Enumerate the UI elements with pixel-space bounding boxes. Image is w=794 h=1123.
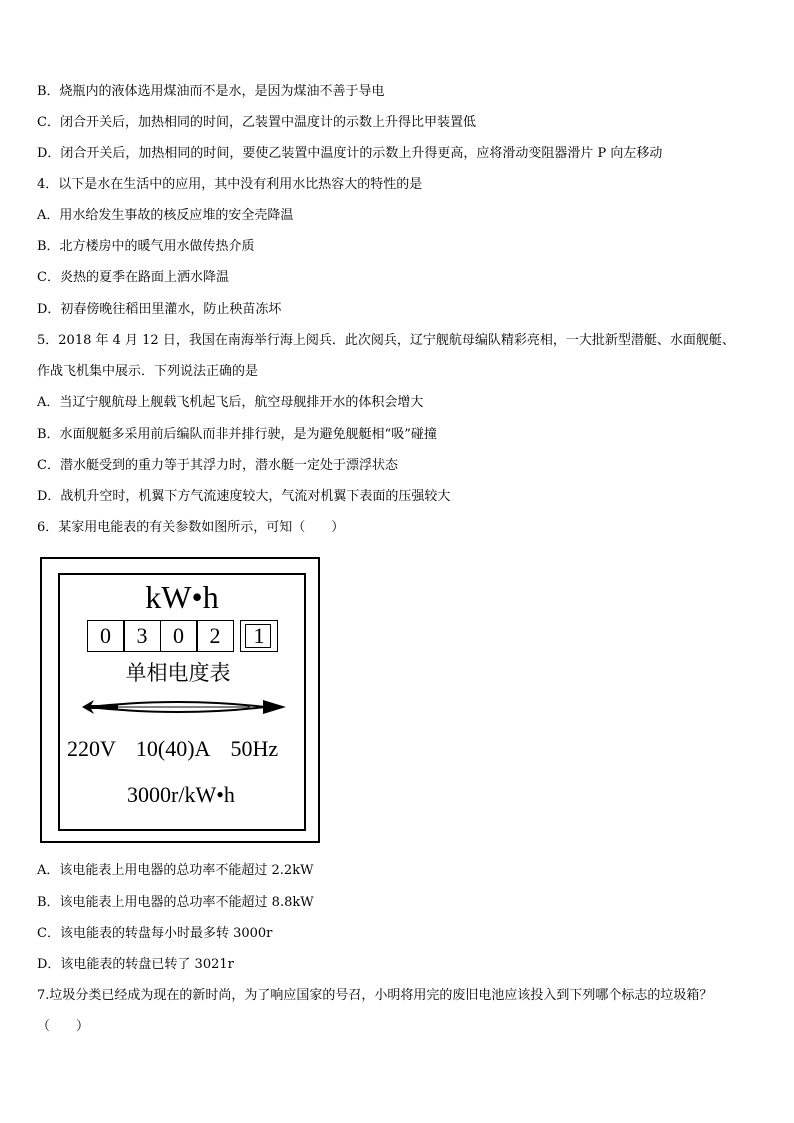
- meter-digit: 2: [196, 620, 234, 652]
- option-c-line: C．闭合开关后，加热相同的时间，乙装置中温度计的示数上升得比甲装置低: [37, 115, 476, 130]
- meter-digit-decimal-value: 1: [253, 623, 265, 648]
- meter-title: 单相电度表: [125, 661, 231, 685]
- option-d-line: D．闭合开关后，加热相同的时间，要使乙装置中温度计的示数上升得更高，应将滑动变阻器滑片 P 向左移动: [37, 146, 663, 161]
- meter-specs: [67, 736, 278, 762]
- meter-digit-decimal: [240, 620, 278, 652]
- q6-option-b: B．该电能表上用电器的总功率不能超过 8.8kW: [37, 895, 314, 910]
- rotation-arrow-icon: [80, 692, 290, 722]
- meter-digit-counter: [88, 620, 278, 652]
- question-5-line1: 5．2018 年 4 月 12 日，我国在南海举行海上阅兵．此次阅兵，辽宁舰航母编队精彩亮相，一大批新型潜艇、水面舰艇、: [37, 333, 735, 348]
- meter-digit: 3: [123, 620, 161, 652]
- question-7-line1: 7.垃圾分类已经成为现在的新时尚，为了响应国家的号召，小明将用完的废旧电池应该投入到下列哪个标志的垃圾箱？: [37, 988, 713, 1003]
- q6-option-d: D．该电能表的转盘已转了 3021r: [37, 957, 234, 972]
- question-4: 4．以下是水在生活中的应用，其中没有利用水比热容大的特性的是: [37, 177, 423, 192]
- meter-current: 10(40)A: [135, 736, 211, 761]
- meter-digit: 0: [160, 620, 198, 652]
- meter-unit-label: kW•h: [145, 579, 219, 615]
- q6-option-c: C．该电能表的转盘每小时最多转 3000r: [37, 926, 273, 941]
- q5-option-d: D．战机升空时，机翼下方气流速度较大，气流对机翼下表面的压强较大: [37, 489, 451, 504]
- q4-option-b: B．北方楼房中的暖气用水做传热介质: [37, 239, 255, 254]
- q4-option-a: A．用水给发生事故的核反应堆的安全壳降温: [37, 208, 294, 223]
- meter-frequency: 50Hz: [230, 736, 279, 761]
- q5-option-b: B．水面舰艇多采用前后编队而非并排行驶，是为避免舰艇相“吸”碰撞: [37, 427, 437, 442]
- meter-revolutions: 3000r/kW•h: [127, 782, 235, 807]
- question-6: 6．某家用电能表的有关参数如图所示，可知（ ）: [37, 520, 345, 535]
- q5-option-a: A．当辽宁舰航母上舰载飞机起飞后，航空母舰排开水的体积会增大: [37, 395, 424, 410]
- q6-option-a: A．该电能表上用电器的总功率不能超过 2.2kW: [37, 863, 314, 878]
- question-5-line2: 作战飞机集中展示．下列说法正确的是: [37, 364, 259, 379]
- meter-digit: 0: [87, 620, 125, 652]
- q4-option-c: C．炎热的夏季在路面上洒水降温: [37, 270, 229, 285]
- q5-option-c: C．潜水艇受到的重力等于其浮力时，潜水艇一定处于漂浮状态: [37, 458, 398, 473]
- q4-option-d: D．初春傍晚往稻田里灌水，防止秧苗冻坏: [37, 302, 282, 317]
- meter-voltage: 220V: [67, 736, 116, 761]
- option-b-line: B．烧瓶内的液体选用煤油而不是水，是因为煤油不善于导电: [37, 84, 385, 99]
- question-7-line2: （ ）: [37, 1019, 90, 1034]
